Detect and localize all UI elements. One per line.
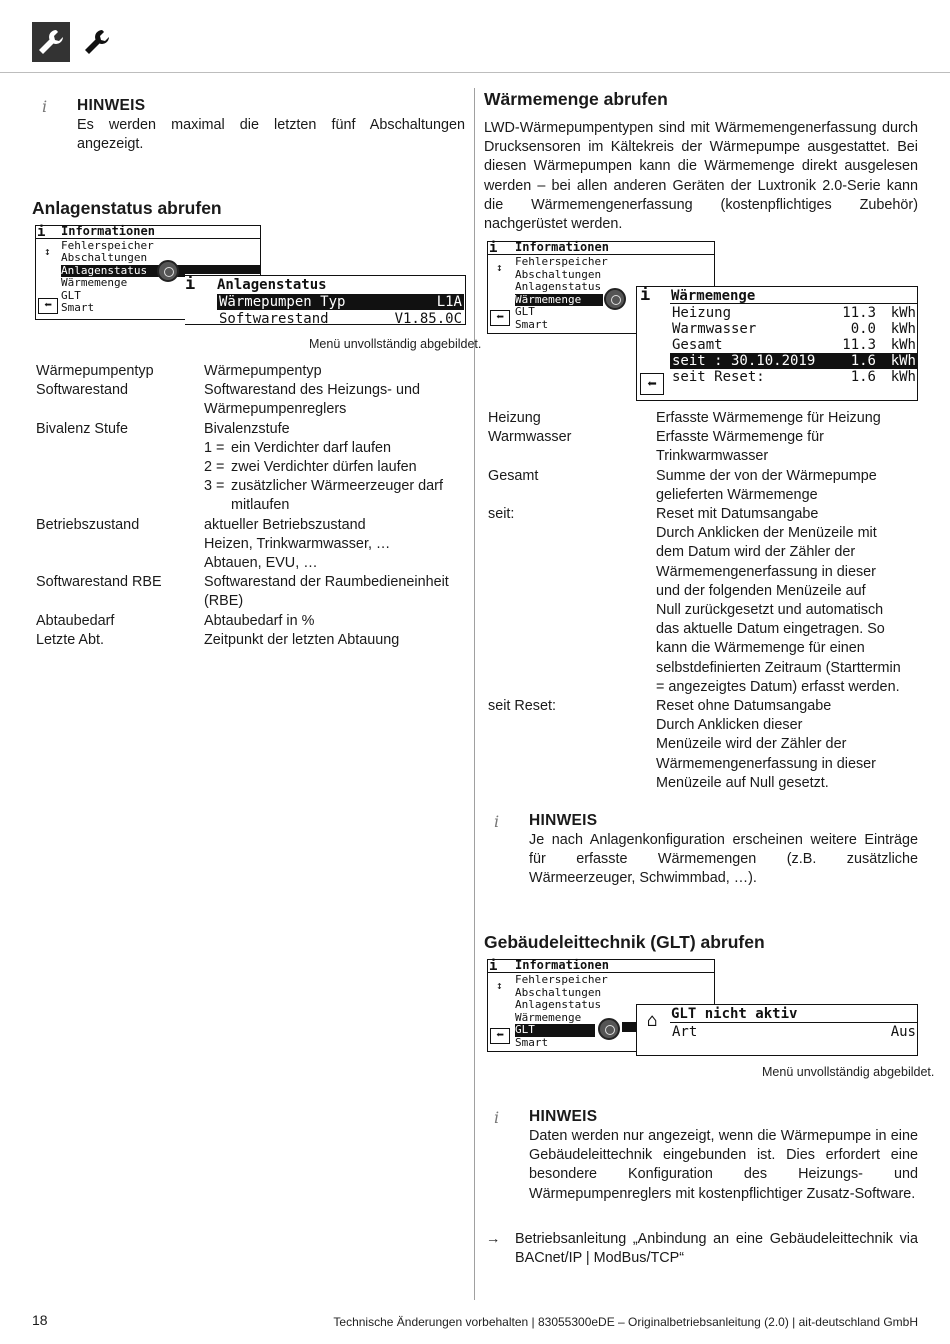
back-arrow-icon[interactable]: ⬅ <box>490 1028 510 1044</box>
definition-desc: Wärmemengenerfassung in dieser <box>656 755 876 772</box>
definition-desc: Trinkwarmwasser <box>656 448 769 465</box>
lcd-row-selected[interactable] <box>670 353 918 369</box>
definition-row <box>36 420 466 516</box>
definition-term: seit: <box>488 506 515 523</box>
menu-item[interactable]: Fehlerspeicher <box>61 239 154 252</box>
menu-item[interactable]: Wärmemenge <box>515 1010 582 1024</box>
menu-item[interactable]: Abschaltungen <box>515 985 602 999</box>
menu-item[interactable]: Abschaltungen <box>61 251 148 265</box>
back-arrow-icon[interactable]: ⬅ <box>490 310 510 326</box>
definition-desc: Erfasste Wärmemenge für <box>656 429 824 446</box>
numbered-item <box>204 458 466 477</box>
definition-desc: Durch Anklicken dieser <box>656 717 803 734</box>
definition-row <box>36 362 466 381</box>
definition-desc: Softwarestand des Heizungs- und <box>204 382 420 399</box>
menu-item[interactable]: Abschaltungen <box>515 267 602 281</box>
definition-desc: (RBE) <box>204 593 244 610</box>
control-knob-icon <box>157 260 179 282</box>
lcd-row-value: 1.6 <box>850 369 876 385</box>
scroll-arrows-icon: ↕ <box>496 261 503 274</box>
definition-desc: Wärmepumpentyp <box>204 363 322 379</box>
lcd-row[interactable] <box>670 337 918 353</box>
lcd-screen-title: Wärmemenge <box>671 288 756 304</box>
menu-item[interactable]: GLT <box>515 305 535 319</box>
hinweis-title: HINWEIS <box>529 1108 598 1125</box>
lcd-anlagenstatus <box>185 275 466 325</box>
hinweis-title: HINWEIS <box>529 812 598 829</box>
info-wrench-icon: i <box>185 274 196 294</box>
numbered-item <box>204 477 466 515</box>
lcd-row-label: seit Reset: <box>672 369 765 385</box>
item-number: 2 = <box>204 459 225 476</box>
menu-item[interactable]: Smart <box>515 1035 549 1049</box>
lcd-title-rule <box>670 303 918 304</box>
definition-term: Softwarestand <box>36 382 128 399</box>
lcd-row-value: V1.85.0C <box>394 311 462 327</box>
info-wrench-icon: i <box>37 224 46 240</box>
lcd-row[interactable] <box>670 321 918 337</box>
lcd-row-value: L1A <box>436 294 462 310</box>
wrench-icon <box>32 22 70 62</box>
lcd-menu-items <box>515 256 608 332</box>
lcd-row-label: seit : 30.10.2019 <box>672 353 816 369</box>
lcd-header <box>488 241 714 255</box>
lcd-row-unit: kWh <box>890 353 916 369</box>
definition-row <box>488 697 918 793</box>
lcd-row-label: Gesamt <box>672 337 723 353</box>
section-title-anlagenstatus: Anlagenstatus abrufen <box>32 198 222 218</box>
definition-desc: dem Datum wird der Zähler der <box>656 544 856 561</box>
column-divider <box>474 88 475 1300</box>
lcd-row-unit: kWh <box>890 369 916 385</box>
definition-row <box>36 612 466 631</box>
definition-list-anlagenstatus <box>36 362 466 650</box>
item-text: zwei Verdichter dürfen laufen <box>231 459 417 476</box>
definition-desc: Erfasste Wärmemenge für Heizung <box>656 410 881 426</box>
header-divider <box>0 72 950 73</box>
lcd-waermemenge <box>636 286 918 401</box>
definition-desc: Wärmepumpenreglers <box>204 401 347 418</box>
hinweis-text: Es werden maximal die letzten fünf Abschaltungen angezeigt. <box>77 117 465 153</box>
lcd-row-label: Warmwasser <box>672 321 757 337</box>
definition-desc: = angezeigtes Datum) erfasst werden. <box>656 678 900 695</box>
definition-term: Warmwasser <box>488 429 572 446</box>
definition-desc: kann die Wärmemenge für einen <box>656 640 865 657</box>
definition-desc: Zeitpunkt der letzten Abtauung <box>204 631 400 648</box>
menu-item-selected[interactable]: Wärmemenge <box>515 294 603 307</box>
menu-item-selected[interactable]: GLT <box>515 1024 595 1037</box>
lcd-row[interactable] <box>670 1024 918 1040</box>
lcd-row-label: Art <box>672 1024 698 1040</box>
definition-desc: Wärmemengenerfassung in dieser <box>656 563 876 580</box>
hinweis-text: Je nach Anlagenkonfiguration erscheinen weitere Einträge für erfasste Wärmemengen (z.B. zusätzliche Wärmeerzeuger, Schwimmbad, …). <box>529 832 918 887</box>
item-number: 3 = <box>204 478 225 495</box>
lcd-screen-title: GLT nicht aktiv <box>671 1006 798 1022</box>
lcd-row-selected[interactable] <box>217 294 464 310</box>
lcd-row-value: Aus <box>890 1024 916 1040</box>
definition-desc: Summe der von der Wärmepumpe <box>656 467 877 484</box>
info-wrench-icon: i <box>640 285 651 305</box>
lcd-row-unit: kWh <box>890 337 916 353</box>
definition-desc: gelieferten Wärmemenge <box>656 486 818 503</box>
control-knob-icon <box>604 288 626 310</box>
definition-term: Bivalenz Stufe <box>36 420 128 437</box>
lcd-row-value: 1.6 <box>850 353 876 369</box>
menu-item[interactable]: Wärmemenge <box>61 276 128 290</box>
lcd-row-unit: kWh <box>890 321 916 337</box>
definition-row <box>36 516 466 574</box>
lcd-row[interactable] <box>670 305 918 321</box>
lcd-screen-title: Anlagenstatus <box>217 277 327 293</box>
lcd-row[interactable] <box>670 369 918 385</box>
definition-desc: das aktuelle Datum eingetragen. So <box>656 621 885 638</box>
figure-caption: Menü unvollständig abgebildet. <box>762 1065 935 1079</box>
menu-item[interactable]: Anlagenstatus <box>515 998 602 1012</box>
scroll-arrows-icon: ↕ <box>496 979 503 992</box>
hinweis-text: Daten werden nur angezeigt, wenn die Wärmepumpe in eine Gebäudeleittechnik eingebunden ist. Dies erfordert eine besondere Konfiguration des Heizungs- und Wärmepumpenreglers mit kostenpflichtiger Zusatz-Software. <box>529 1128 918 1202</box>
definition-desc: Abtaubedarf in % <box>204 612 315 629</box>
definition-term: Betriebszustand <box>36 516 140 533</box>
control-knob-icon <box>598 1018 620 1040</box>
definition-desc: Bivalenzstufe <box>204 420 290 437</box>
info-wrench-icon: i <box>489 240 498 256</box>
definition-desc: Reset mit Datumsangabe <box>656 506 819 523</box>
lcd-row-label: Softwarestand <box>219 311 329 327</box>
reference-text: Betriebsanleitung „Anbindung an eine Gebäudeleittechnik via BACnet/IP | ModBus/TCP“ <box>515 1231 918 1267</box>
definition-term: Wärmepumpentyp <box>36 363 154 379</box>
lcd-row-label: Heizung <box>672 305 732 321</box>
lcd-row-unit: kWh <box>890 305 916 321</box>
menu-item[interactable]: GLT <box>61 288 81 302</box>
definition-desc: Abtauen, EVU, … <box>204 555 318 572</box>
back-arrow-icon[interactable]: ⬅ <box>38 298 58 314</box>
page-number: 18 <box>32 1312 48 1328</box>
definition-term: Letzte Abt. <box>36 631 105 648</box>
lcd-row-value: 11.3 <box>842 305 876 321</box>
lcd-title-rule <box>670 1022 918 1023</box>
footer-text: Technische Änderungen vorbehalten | 83055300eDE – Originalbetriebsanleitung (2.0) | ait-deutschland GmbH <box>333 1315 918 1329</box>
lcd-menu-title: Informationen <box>515 240 609 254</box>
info-icon: i <box>494 1108 500 1127</box>
definition-desc: aktueller Betriebszustand <box>204 516 366 533</box>
figure-caption: Menü unvollständig abgebildet. <box>309 337 482 351</box>
building-icon: ⌂ <box>646 1010 658 1031</box>
wrench-icon <box>80 24 114 60</box>
definition-list-waermemenge <box>488 409 918 793</box>
info-icon: i <box>42 97 48 116</box>
definition-desc: Null zurückgesetzt und automatisch <box>656 602 884 619</box>
item-number: 1 = <box>204 439 225 456</box>
info-wrench-icon: i <box>489 958 498 974</box>
definition-desc: Softwarestand der Raumbedieneinheit <box>204 574 449 591</box>
definition-desc: Reset ohne Datumsangabe <box>656 698 832 715</box>
definition-desc: Menüzeile wird der Zähler der <box>656 736 847 753</box>
definition-desc: und der folgenden Menüzeile auf <box>656 582 866 599</box>
definition-term: seit Reset: <box>488 698 556 715</box>
section-title-waermemenge: Wärmemenge abrufen <box>484 89 668 109</box>
lcd-row-value: 11.3 <box>842 337 876 353</box>
lcd-menu-title: Informationen <box>515 958 609 972</box>
lcd-row-label: Wärmepumpen Typ <box>219 294 346 310</box>
definition-desc: Heizen, Trinkwarmwasser, … <box>204 535 391 552</box>
selection-bar <box>622 1022 636 1032</box>
section-title-glt: Gebäudeleittechnik (GLT) abrufen <box>484 932 765 952</box>
hinweis-title: HINWEIS <box>77 97 146 114</box>
definition-row <box>36 381 466 419</box>
menu-item[interactable]: Fehlerspeicher <box>515 255 608 268</box>
definition-row <box>488 428 918 466</box>
definition-row <box>36 631 466 650</box>
lcd-header <box>488 959 714 973</box>
definition-term: Softwarestand RBE <box>36 574 162 591</box>
definition-term: Heizung <box>488 410 541 426</box>
item-text: ein Verdichter darf laufen <box>231 439 391 456</box>
scroll-arrows-icon: ↕ <box>44 245 51 258</box>
definition-row <box>488 409 918 428</box>
selection-bar <box>180 265 261 274</box>
menu-item-selected[interactable]: Anlagenstatus <box>61 265 185 277</box>
menu-item[interactable]: Anlagenstatus <box>515 280 602 294</box>
arrow-right-icon: → <box>486 1231 501 1247</box>
definition-term: Abtaubedarf <box>36 612 115 629</box>
lcd-header <box>36 225 260 239</box>
definition-desc: Menüzeile auf Null gesetzt. <box>656 774 829 791</box>
menu-item[interactable]: Smart <box>61 301 95 315</box>
definition-desc: selbstdefinierten Zeitraum (Starttermin <box>656 659 901 676</box>
lcd-row-value: 0.0 <box>850 321 876 337</box>
definition-row <box>36 573 466 611</box>
definition-row <box>488 505 918 697</box>
item-text: zusätzlicher Wärmeerzeuger darf mitlaufen <box>231 478 443 514</box>
numbered-item <box>204 439 466 458</box>
section-intro-text: LWD-Wärmepumpentypen sind mit Wärmemengenerfassung durch Drucksensoren im Kältekreis der Wärmepumpe ausgestattet. Bei diesen Wärmepumpen kann die Wärmemenge direkt ausgelesen werden – bei allen anderen Geräten der Luxtronik 2.0-Serie kann die Wärmemengenerfassung (kostenpflichtiges Zubehör) nachgerüstet werden. <box>484 120 918 233</box>
lcd-menu-title: Informationen <box>61 224 155 238</box>
info-icon: i <box>494 812 500 831</box>
menu-item[interactable]: Smart <box>515 317 549 331</box>
menu-item[interactable]: Fehlerspeicher <box>515 973 608 986</box>
definition-row <box>488 467 918 505</box>
back-arrow-icon[interactable]: ⬅ <box>640 373 664 395</box>
lcd-glt <box>636 1004 918 1056</box>
definition-term: Gesamt <box>488 467 539 484</box>
definition-desc: Durch Anklicken der Menüzeile mit <box>656 525 877 542</box>
lcd-menu-items <box>515 974 608 1050</box>
